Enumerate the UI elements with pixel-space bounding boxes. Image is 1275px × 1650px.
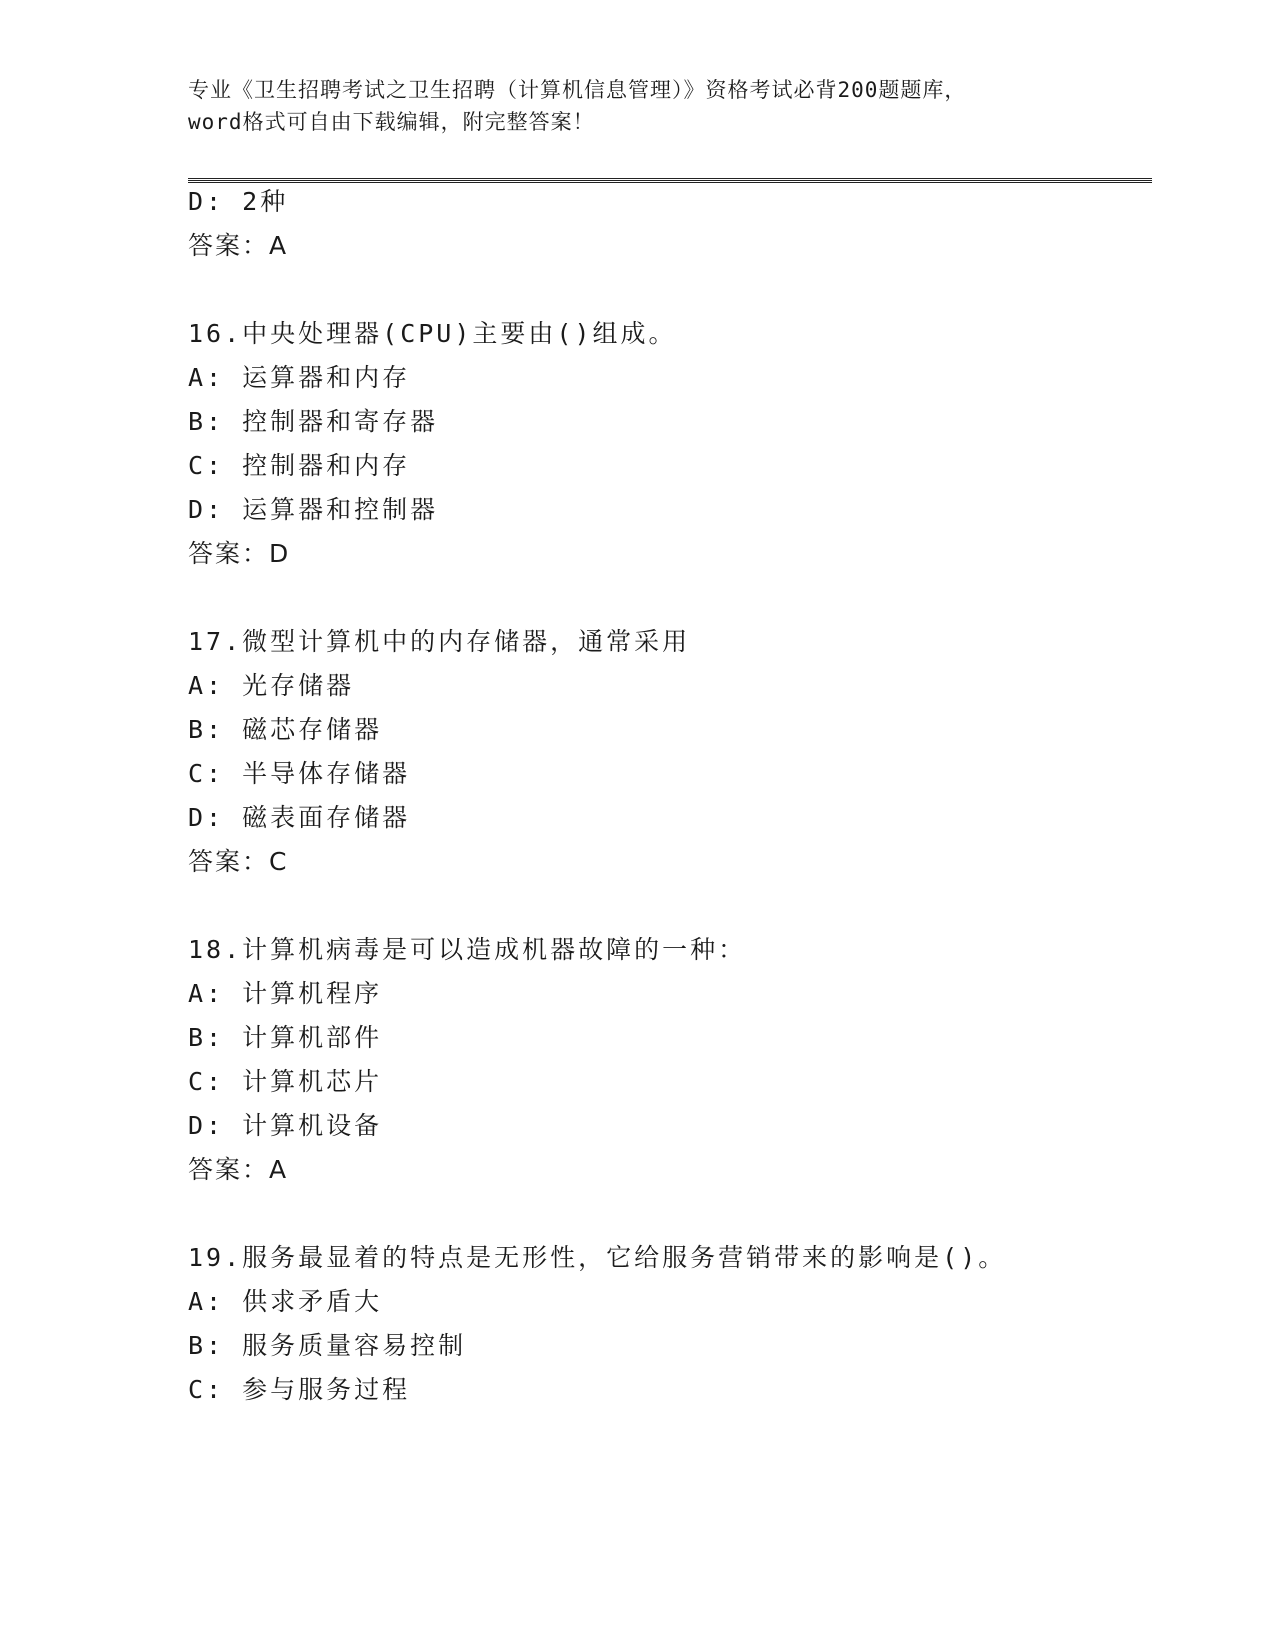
question-16-option-b: B: 控制器和寄存器 bbox=[188, 407, 439, 436]
question-17-option-a: A: 光存储器 bbox=[188, 671, 355, 700]
prev-answer: 答案：A bbox=[188, 231, 289, 260]
question-19-option-c: C: 参与服务过程 bbox=[188, 1375, 411, 1404]
question-18-answer: 答案：A bbox=[188, 1155, 289, 1184]
question-16-option-c: C: 控制器和内存 bbox=[188, 451, 411, 480]
header-divider bbox=[188, 178, 1152, 183]
question-18-option-a: A: 计算机程序 bbox=[188, 979, 383, 1008]
document-header bbox=[188, 74, 1088, 138]
question-16-option-a: A: 运算器和内存 bbox=[188, 363, 411, 392]
question-17-option-c: C: 半导体存储器 bbox=[188, 759, 411, 788]
question-16-answer: 答案：D bbox=[188, 539, 291, 568]
question-17: 17.微型计算机中的内存储器，通常采用 bbox=[188, 627, 691, 656]
header-line-2: word格式可自由下载编辑，附完整答案！ bbox=[188, 110, 595, 134]
question-16-option-d: D: 运算器和控制器 bbox=[188, 495, 439, 524]
question-19-option-b: B: 服务质量容易控制 bbox=[188, 1331, 467, 1360]
question-19-option-a: A: 供求矛盾大 bbox=[188, 1287, 383, 1316]
question-18-option-c: C: 计算机芯片 bbox=[188, 1067, 383, 1096]
question-16: 16.中央处理器(CPU)主要由()组成。 bbox=[188, 319, 677, 348]
question-17-option-b: B: 磁芯存储器 bbox=[188, 715, 383, 744]
question-18-option-b: B: 计算机部件 bbox=[188, 1023, 383, 1052]
question-17-answer: 答案：C bbox=[188, 847, 289, 876]
prev-option-d: D: 2种 bbox=[188, 187, 289, 216]
question-18-option-d: D: 计算机设备 bbox=[188, 1111, 383, 1140]
question-17-option-d: D: 磁表面存储器 bbox=[188, 803, 411, 832]
header-line-1: 专业《卫生招聘考试之卫生招聘（计算机信息管理）》资格考试必背200题题库， bbox=[188, 78, 967, 102]
question-18: 18.计算机病毒是可以造成机器故障的一种： bbox=[188, 935, 747, 964]
question-19: 19.服务最显着的特点是无形性，它给服务营销带来的影响是()。 bbox=[188, 1243, 1007, 1272]
